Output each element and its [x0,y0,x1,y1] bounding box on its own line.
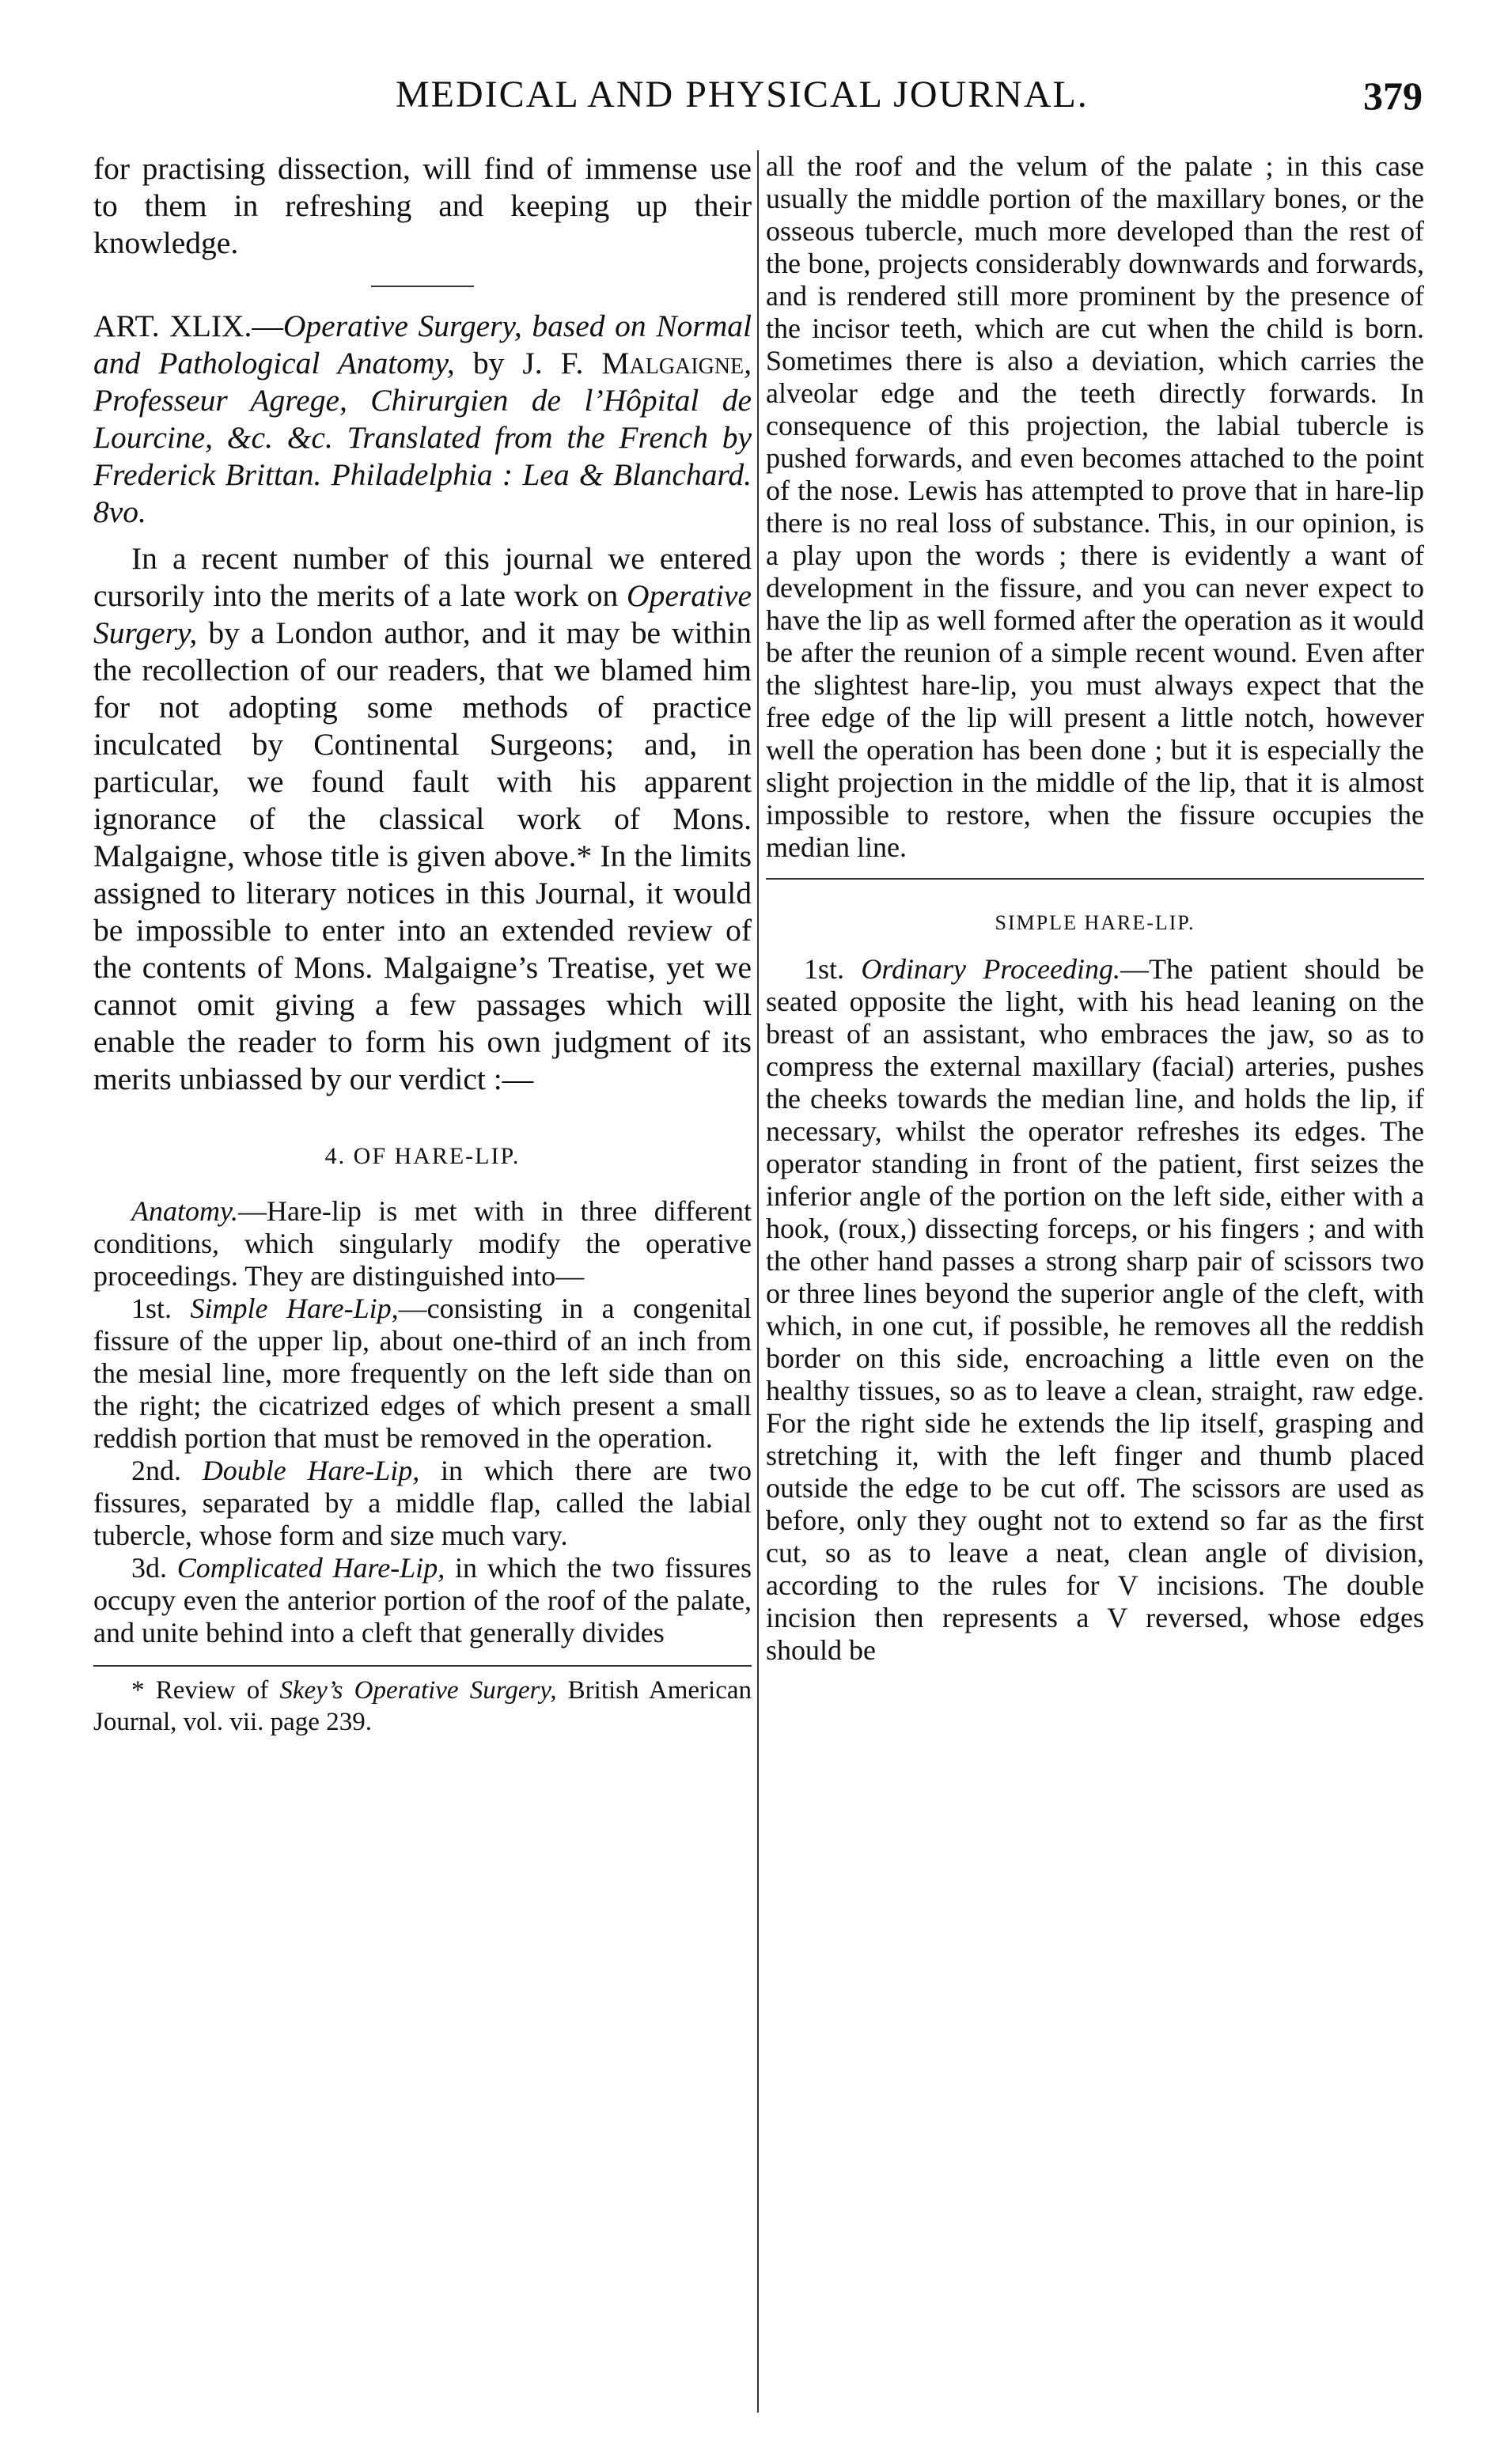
left-column [93,150,752,2444]
running-title: MEDICAL AND PHYSICAL JOURNAL. [396,74,1089,115]
footnote-rule [93,1665,752,1667]
article-by: by J. F. [472,346,602,380]
footnote-italic: Skey’s Operative Surgery, [279,1676,557,1705]
item-text: —consisting in a congenital fissure of the upper lip, about one-third of an inch from the mesial line, more frequently on the left side than on the right; the cicatrized edges of which present a small reddish portion that must be removed in the operation. [93,1293,752,1454]
simple-hare-lip-paragraph [93,1293,752,1455]
item-title: Simple Hare-Lip, [190,1293,399,1324]
item-number: 1st. [131,1293,191,1324]
section-title-simple-hare-lip: SIMPLE HARE-LIP. [995,911,1195,934]
article-details: , Professeur Agrege, Chirurgien de l’Hôpital de Lourcine, &c. &c. Translated from the French by Frederick Brittan. Philadelphia : Lea & Blanchard. 8vo. [93,346,752,529]
review-text-2: by a London author, and it may be within the recollection of our readers, that we blamed him for not adopting some methods of practice inculcated by Continental Surgeons; and, in particular, we found fault with his apparent ignorance of the classical work of Mons. Malgaigne, whose title is given above.* In the limits assigned to literary notices in this Journal, it would be impossible to enter into an extended review of the contents of Mons. Malgaigne’s Treatise, yet we cannot omit giving a few passages which will enable the reader to form his own judgment of its merits unbiassed by our verdict :— [93,615,752,1096]
item-number: 3d. [131,1552,177,1584]
continued-paragraph-right: all the roof and the velum of the palate ; in this case usually the middle portion of the maxillary bones, or the osseous tubercle, much more developed than the rest of the bone, projects considerably downwards and forwards, and is rendered still more prominent by the presence of the incisor teeth, which are cut when the child is born. Sometimes there is also a deviation, which carries the alveolar edge and the teeth directly forwards. In consequence of this projection, the labial tubercle is pushed forwards, and even becomes attached to the point of the nose. Lewis has attempted to prove that in hare-lip there is no real loss of substance. This, in our opinion, is a play upon the words ; there is evidently a want of development in the fissure, and you can never expect to have the lip as well formed after the operation as it would be after the reunion of a simple recent wound. Even after the slightest hare-lip, you must always expect that the free edge of the lip will present a little notch, however well the operation has been done ; but it is especially the slight projection in the middle of the lip, that it is almost impossible to restore, when the fissure occupies the median line. [766,150,1424,863]
review-italic: Operative Surgery, [93,578,752,650]
article-title: Operative Surgery, based on Normal and Pathological Anatomy, [93,308,752,380]
double-hare-lip-paragraph [93,1455,752,1552]
item-text: in which the two fissures occupy even the anterior portion of the roof of the palate, and unite behind into a cleft that generally divides [93,1552,752,1648]
anatomy-text: —Hare-lip is met with in three different conditions, which singularly modify the operative proceedings. They are distinguished into— [93,1195,752,1292]
item-number: 1st. [804,953,862,985]
ordinary-proceeding-paragraph [766,953,1424,1667]
right-column [766,150,1424,2444]
page-number: 379 [1363,74,1423,118]
article-author: Malgaigne [601,346,745,380]
anatomy-label: Anatomy. [131,1195,238,1227]
article-heading [93,308,752,531]
short-rule [371,286,474,287]
item-text: in which there are two fissures, separated by a middle flap, called the labial tubercle, whose form and size much vary. [93,1455,752,1551]
anatomy-paragraph [93,1195,752,1293]
complicated-hare-lip-paragraph [93,1552,752,1649]
page-header [0,73,1508,136]
item-number: 2nd. [131,1455,203,1486]
footnote-text-1: * Review of [131,1676,280,1705]
column-divider [757,150,759,2413]
review-paragraph [93,540,752,1098]
item-title: Ordinary Proceeding. [861,953,1120,985]
review-text-1: In a recent number of this journal we entered cursorily into the merits of a late work on [93,541,752,613]
footnote-text-2: British American Journal, vol. vii. page 239. [93,1676,752,1736]
section-title-hare-lip: 4. OF HARE-LIP. [324,1143,521,1169]
item-title: Complicated Hare-Lip, [176,1552,445,1584]
anatomy-section [93,1195,752,1649]
section-rule [766,878,1424,880]
item-title: Double Hare-Lip, [202,1455,420,1486]
article-label: ART. XLIX.— [93,308,283,343]
continued-paragraph: for practising dissection, will find of immense use to them in refreshing and keeping up their knowledge. [93,151,752,260]
footnote [93,1675,752,1738]
item-text: —The patient should be seated opposite the light, with his head leaning on the breast of an assistant, who embraces the jaw, so as to compress the external maxillary (facial) arteries, pushes the cheeks towards the median line, and holds the lip, if necessary, whilst the operator refreshes its edges. The operator standing in front of the patient, first seizes the inferior angle of the portion on the left side, either with a hook, (roux,) dissecting forceps, or his fingers ; and with the other hand passes a strong sharp pair of scissors two or three lines beyond the superior angle of the cleft, with which, in one cut, if possible, he removes all the reddish border on this side, encroaching a little even on the healthy tissues, so as to leave a clean, straight, raw edge. For the right side he extends the lip itself, grasping and stretching it, with the left finger and thumb placed outside the edge to be cut off. The scissors are used as before, only they ought not to extend so far as the first cut, so as to leave a neat, clean angle of division, according to the rules for V incisions. The double incision then represents a V reversed, whose edges should be [766,953,1424,1666]
